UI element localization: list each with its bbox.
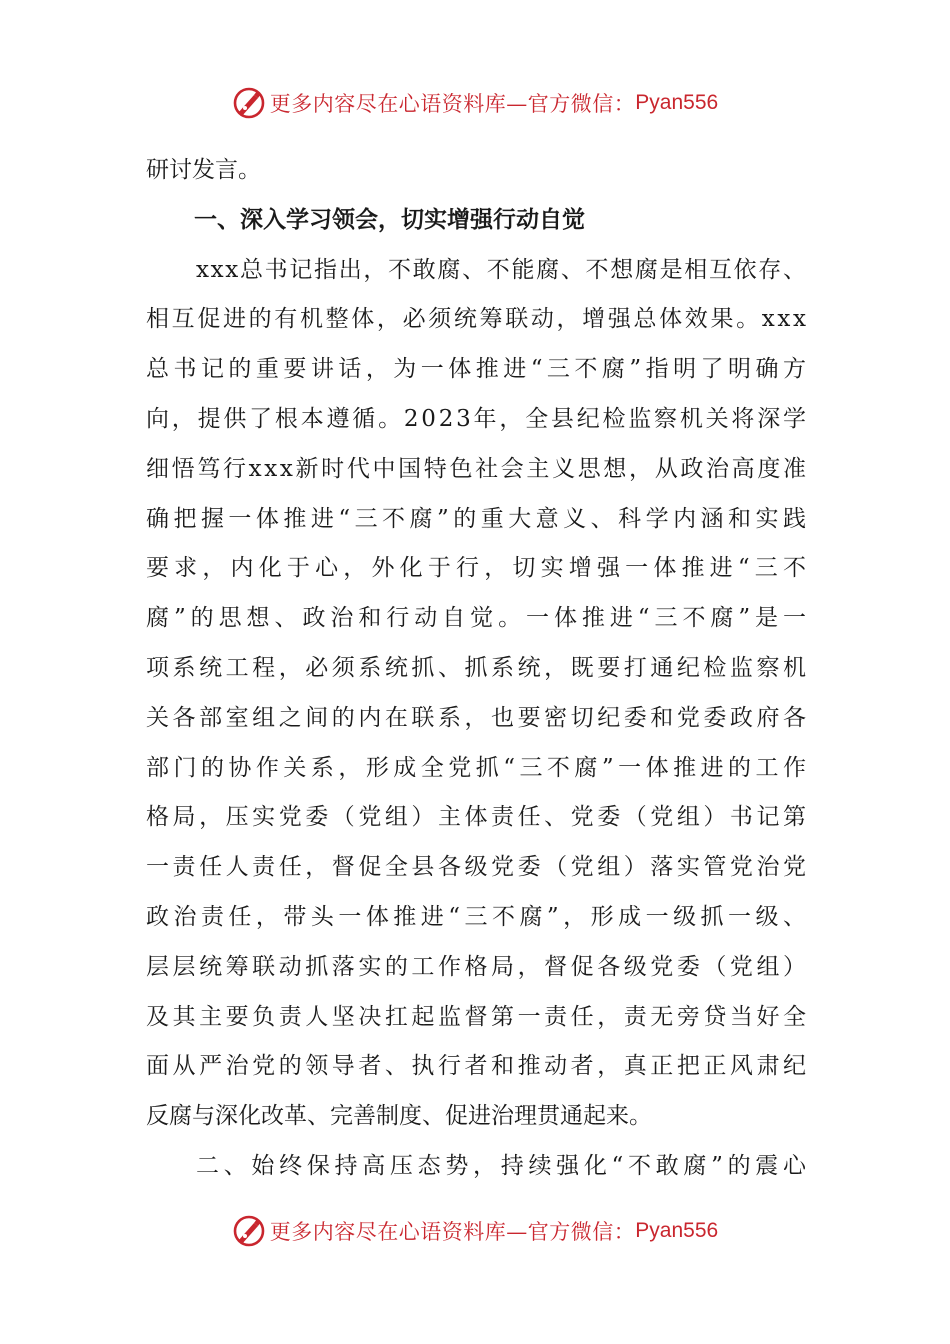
watermark-text: 更多内容尽在心语资料库—官方微信： (269, 92, 636, 116)
pen-circle-logo-icon (232, 1214, 266, 1248)
text-line: 确把握一体推进“三不腐”的重大意义、科学内涵和实践 (146, 505, 811, 532)
section-heading: 一、深入学习领会，切实增强行动自觉 (194, 206, 585, 233)
text-line: 细悟笃行xxx新时代中国特色社会主义思想，从政治高度准 (146, 455, 809, 482)
watermark-banner-bottom (0, 1206, 950, 1256)
text-line: 相互促进的有机整体，必须统筹联动，增强总体效果。xxx (146, 306, 809, 333)
text-line: 层层统筹联动抓落实的工作格局，督促各级党委（党组） (146, 953, 810, 980)
text-line: 要求，内化于心，外化于行，切实增强一体推进“三不 (146, 555, 812, 582)
text-line: 部门的协作关系，形成全党抓“三不腐”一体推进的工作 (146, 754, 811, 781)
watermark-id: Pyan556 (635, 1219, 719, 1242)
watermark-id: Pyan556 (635, 91, 719, 114)
section-heading-2: 二、始终保持高压态势，持续强化“不敢腐”的震心 (196, 1152, 811, 1179)
text-line: 项系统工程，必须系统抓、抓系统，既要打通纪检监察机 (146, 654, 810, 681)
text-line: 面从严治党的领导者、执行者和推动者，真正把正风肃纪 (146, 1053, 810, 1080)
text-line: 腐”的思想、政治和行动自觉。一体推进“三不腐”是一 (146, 605, 811, 632)
text-line: 反腐与深化改革、完善制度、促进治理贯通起来。 (146, 1103, 652, 1130)
document-body (146, 146, 812, 1192)
watermark-banner-top (0, 78, 950, 128)
text-line: 一责任人责任，督促全县各级党委（党组）落实管党治党 (146, 854, 810, 881)
watermark-text: 更多内容尽在心语资料库—官方微信： (269, 1220, 636, 1244)
paragraph-first-line: xxx总书记指出，不敢腐、不能腐、不想腐是相互依存、 (196, 256, 808, 283)
text-line: 政治责任，带头一体推进“三不腐”，形成一级抓一级、 (146, 903, 811, 930)
text-line: 格局，压实党委（党组）主体责任、党委（党组）书记第 (146, 804, 810, 831)
text-line: 研讨发言。 (146, 157, 261, 183)
pen-circle-logo-icon (232, 86, 266, 120)
text-line: 总书记的重要讲话，为一体推进“三不腐”指明了明确方 (146, 356, 811, 383)
text-line: 及其主要负责人坚决扛起监督第一责任，责无旁贷当好全 (146, 1003, 810, 1030)
text-line: 关各部室组之间的内在联系，也要密切纪委和党委政府各 (146, 704, 810, 731)
text-line: 向，提供了根本遵循。2023年，全县纪检监察机关将深学 (146, 405, 809, 432)
